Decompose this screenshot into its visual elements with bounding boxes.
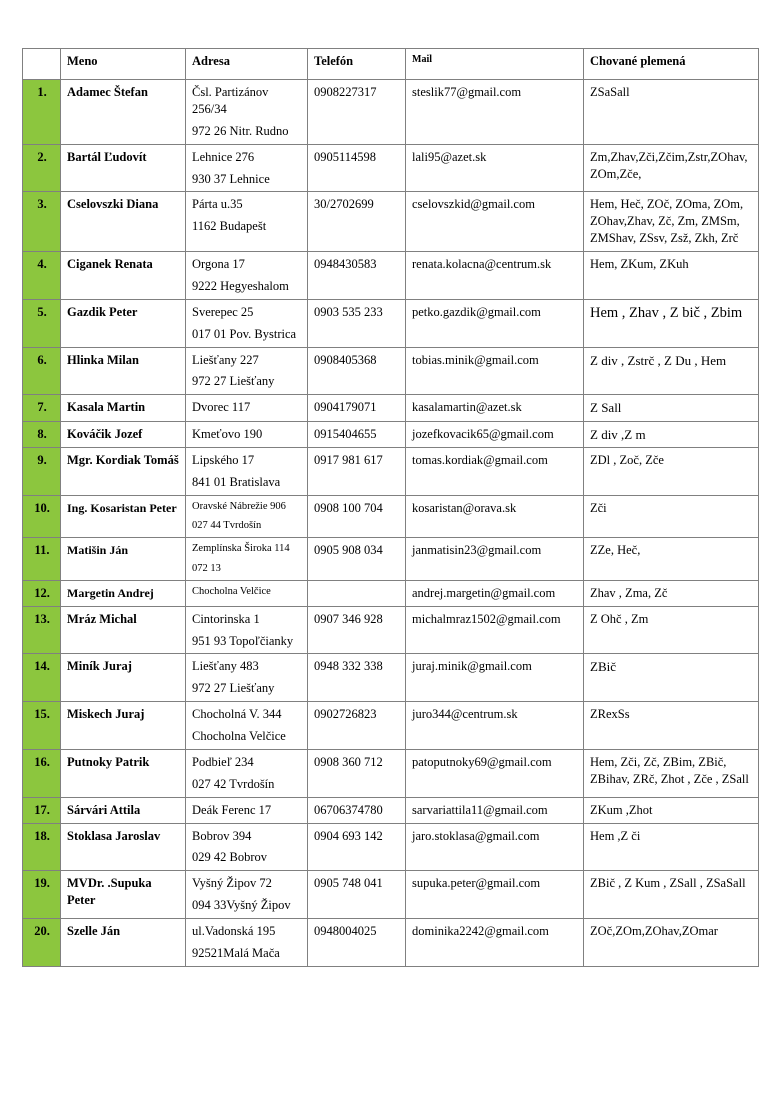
phone-cell: 0904179071: [308, 395, 406, 422]
phone-cell: 0908 100 704: [308, 496, 406, 538]
table-row: [23, 80, 759, 145]
table-row: [23, 144, 759, 192]
address-cell: [186, 606, 308, 654]
table-header-row: [23, 49, 759, 80]
table-row: [23, 496, 759, 538]
breeder-name-cell: Putnoky Patrik: [61, 749, 186, 797]
address-cell: [186, 823, 308, 871]
row-index-cell: 2.: [23, 144, 61, 192]
breeder-name-cell: Sárvári Attila: [61, 797, 186, 823]
breeder-name-cell: Bartál Ľudovít: [61, 144, 186, 192]
phone-cell: 0905114598: [308, 144, 406, 192]
address-line-1: Sverepec 25: [192, 304, 254, 319]
address-line-1: Zemplínska Široka 114: [192, 543, 290, 555]
address-line-2: 017 01 Pov. Bystrica: [192, 326, 297, 341]
breeder-name-cell: Miskech Juraj: [61, 702, 186, 750]
table-row: [23, 606, 759, 654]
email-cell[interactable]: juro344@centrum.sk: [406, 702, 584, 750]
table-row: [23, 919, 759, 967]
breeds-cell: Hem ,Z či: [584, 823, 759, 871]
breeder-name-cell: Cselovszki Diana: [61, 192, 186, 252]
phone-cell: 06706374780: [308, 797, 406, 823]
address-cell: [186, 538, 308, 580]
table-row: [23, 654, 759, 702]
breeder-name-cell: Kováčik Jozef: [61, 421, 186, 448]
address-line-2: 094 33Vyšný Žipov: [192, 898, 291, 913]
address-line-2: 072 13: [192, 562, 221, 574]
email-cell[interactable]: kasalamartin@azet.sk: [406, 395, 584, 422]
breeder-name-cell: Ing. Kosaristan Peter: [61, 496, 186, 538]
phone-cell: 0915404655: [308, 421, 406, 448]
row-index-cell: 11.: [23, 538, 61, 580]
row-index-cell: 16.: [23, 749, 61, 797]
address-line-1: Liešťany 227: [192, 352, 259, 367]
breeds-cell: Zči: [584, 496, 759, 538]
address-line-2: 029 42 Bobrov: [192, 850, 267, 865]
address-line-1: Liešťany 483: [192, 659, 259, 674]
breeds-cell: Hem, Zči, Zč, ZBim, ZBič, ZBihav, ZRč, Zhot , Zče , ZSall: [584, 749, 759, 797]
column-header-index: [23, 49, 61, 80]
column-header-breeds: Chované plemená: [584, 49, 759, 80]
breeds-cell: Hem, ZKum, ZKuh: [584, 252, 759, 300]
address-cell: [186, 580, 308, 606]
address-cell: [186, 80, 308, 145]
email-cell[interactable]: steslik77@gmail.com: [406, 80, 584, 145]
email-cell[interactable]: jaro.stoklasa@gmail.com: [406, 823, 584, 871]
address-line-1: Bobrov 394: [192, 828, 252, 843]
table-body: [23, 80, 759, 967]
breeder-name-cell: Miník Juraj: [61, 654, 186, 702]
address-cell: [186, 347, 308, 395]
row-index-cell: 12.: [23, 580, 61, 606]
address-cell: [186, 299, 308, 347]
address-line-2: 9222 Hegyeshalom: [192, 278, 289, 293]
address-cell: [186, 797, 308, 823]
column-header-name: Meno: [61, 49, 186, 80]
address-line-1: Kmeťovo 190: [192, 426, 263, 441]
email-cell[interactable]: petko.gazdik@gmail.com: [406, 299, 584, 347]
email-cell[interactable]: andrej.margetin@gmail.com: [406, 580, 584, 606]
column-header-mail: Mail: [406, 49, 584, 80]
breeds-cell: ZOč,ZOm,ZOhav,ZOmar: [584, 919, 759, 967]
address-line-1: Orgona 17: [192, 257, 245, 271]
breeds-cell: Z div ,Z m: [584, 421, 759, 448]
phone-cell: 0917 981 617: [308, 448, 406, 496]
email-cell[interactable]: tobias.minik@gmail.com: [406, 347, 584, 395]
address-line-1: Lipského 17: [192, 453, 255, 468]
phone-cell: 30/2702699: [308, 192, 406, 252]
address-cell: [186, 749, 308, 797]
table-row: [23, 871, 759, 919]
row-index-cell: 17.: [23, 797, 61, 823]
column-header-phone: Telefón: [308, 49, 406, 80]
address-cell: [186, 192, 308, 252]
table-header: [23, 49, 759, 80]
phone-cell: [308, 580, 406, 606]
address-line-2: 1162 Budapešt: [192, 219, 267, 234]
email-cell[interactable]: kosaristan@orava.sk: [406, 496, 584, 538]
breeder-name-cell: Margetin Andrej: [61, 580, 186, 606]
table-row: [23, 299, 759, 347]
phone-cell: 0948004025: [308, 919, 406, 967]
email-cell[interactable]: cselovszkid@gmail.com: [406, 192, 584, 252]
breeds-cell: Hem , Zhav , Z bič , Zbim: [584, 299, 759, 347]
address-line-1: Vyšný Žipov 72: [192, 876, 272, 891]
email-cell[interactable]: tomas.kordiak@gmail.com: [406, 448, 584, 496]
breeder-name-cell: Gazdik Peter: [61, 299, 186, 347]
breeds-cell: ZBič: [584, 654, 759, 702]
email-cell[interactable]: michalmraz1502@gmail.com: [406, 606, 584, 654]
table-row: [23, 823, 759, 871]
row-index-cell: 4.: [23, 252, 61, 300]
address-line-1: Chocholna Velčice: [192, 585, 271, 597]
breeds-cell: ZRexSs: [584, 702, 759, 750]
address-line-2: Chocholna Velčice: [192, 729, 286, 744]
address-cell: [186, 144, 308, 192]
breeder-name-cell: Hlinka Milan: [61, 347, 186, 395]
address-cell: [186, 252, 308, 300]
table-row: [23, 580, 759, 606]
address-line-2: 972 27 Liešťany: [192, 374, 275, 389]
phone-cell: 0948430583: [308, 252, 406, 300]
row-index-cell: 18.: [23, 823, 61, 871]
address-cell: [186, 395, 308, 422]
table-row: [23, 749, 759, 797]
address-line-1: Chocholná V. 344: [192, 707, 282, 722]
address-line-1: Dvorec 117: [192, 400, 251, 415]
address-line-2: 951 93 Topoľčianky: [192, 633, 294, 648]
breeds-cell: ZKum ,Zhot: [584, 797, 759, 823]
breeds-cell: Z Sall: [584, 395, 759, 422]
table-row: [23, 347, 759, 395]
breeds-cell: Hem, Heč, ZOč, ZOma, ZOm, ZOhav,Zhav, Zč, Zm, ZMSm, ZMShav, ZSsv, Zsž, Zkh, Zrč: [584, 192, 759, 252]
address-line-1: Párta u.35: [192, 197, 243, 212]
breeder-name-cell: Matišin Ján: [61, 538, 186, 580]
column-header-address: Adresa: [186, 49, 308, 80]
breeds-cell: ZSaSall: [584, 80, 759, 145]
address-line-1: Cintorinska 1: [192, 611, 260, 626]
address-cell: [186, 871, 308, 919]
table-row: [23, 395, 759, 422]
row-index-cell: 7.: [23, 395, 61, 422]
email-cell[interactable]: janmatisin23@gmail.com: [406, 538, 584, 580]
email-cell[interactable]: dominika2242@gmail.com: [406, 919, 584, 967]
address-cell: [186, 702, 308, 750]
breeds-cell: Zm,Zhav,Zči,Zčim,Zstr,ZOhav, ZOm,Zče,: [584, 144, 759, 192]
table-row: [23, 538, 759, 580]
phone-cell: 0905 748 041: [308, 871, 406, 919]
breeds-cell: ZDl , Zoč, Zče: [584, 448, 759, 496]
table-row: [23, 192, 759, 252]
row-index-cell: 19.: [23, 871, 61, 919]
table-row: [23, 797, 759, 823]
email-cell[interactable]: lali95@azet.sk: [406, 144, 584, 192]
address-line-2: 930 37 Lehnice: [192, 171, 270, 186]
row-index-cell: 3.: [23, 192, 61, 252]
address-line-2: 027 42 Tvrdošín: [192, 776, 275, 791]
breeder-name-cell: Adamec Štefan: [61, 80, 186, 145]
address-line-1: Čsl. Partizánov 256/34: [192, 85, 269, 116]
breeds-cell: ZBič , Z Kum , ZSall , ZSaSall: [584, 871, 759, 919]
row-index-cell: 1.: [23, 80, 61, 145]
address-line-1: Podbieľ 234: [192, 754, 254, 769]
breeder-name-cell: Szelle Ján: [61, 919, 186, 967]
row-index-cell: 20.: [23, 919, 61, 967]
table-row: [23, 252, 759, 300]
phone-cell: 0908227317: [308, 80, 406, 145]
row-index-cell: 13.: [23, 606, 61, 654]
breeder-name-cell: MVDr. .Supuka Peter: [61, 871, 186, 919]
email-cell[interactable]: sarvariattila11@gmail.com: [406, 797, 584, 823]
phone-cell: 0905 908 034: [308, 538, 406, 580]
phone-cell: 0908405368: [308, 347, 406, 395]
breeder-name-cell: Mráz Michal: [61, 606, 186, 654]
breeds-cell: Z Ohč , Zm: [584, 606, 759, 654]
address-line-2: 841 01 Bratislava: [192, 475, 281, 490]
address-line-1: ul.Vadonská 195: [192, 924, 276, 939]
breeder-name-cell: Ciganek Renata: [61, 252, 186, 300]
table-row: [23, 702, 759, 750]
breeds-cell: ZZe, Heč,: [584, 538, 759, 580]
address-line-1: Lehnice 276: [192, 149, 255, 164]
breeds-cell: Zhav , Zma, Zč: [584, 580, 759, 606]
row-index-cell: 15.: [23, 702, 61, 750]
email-cell[interactable]: supuka.peter@gmail.com: [406, 871, 584, 919]
address-cell: [186, 448, 308, 496]
row-index-cell: 10.: [23, 496, 61, 538]
breeder-name-cell: Stoklasa Jaroslav: [61, 823, 186, 871]
email-cell[interactable]: jozefkovacik65@gmail.com: [406, 421, 584, 448]
row-index-cell: 5.: [23, 299, 61, 347]
phone-cell: 0907 346 928: [308, 606, 406, 654]
row-index-cell: 6.: [23, 347, 61, 395]
address-cell: [186, 421, 308, 448]
address-line-1: Deák Ferenc 17: [192, 802, 272, 817]
address-cell: [186, 496, 308, 538]
table-row: [23, 421, 759, 448]
address-line-2: 027 44 Tvrdošín: [192, 520, 262, 532]
address-line-2: 972 27 Liešťany: [192, 681, 275, 696]
row-index-cell: 9.: [23, 448, 61, 496]
address-cell: [186, 654, 308, 702]
phone-cell: 0902726823: [308, 702, 406, 750]
breeds-cell: Z div , Zstrč , Z Du , Hem: [584, 347, 759, 395]
email-cell[interactable]: patoputnoky69@gmail.com: [406, 749, 584, 797]
address-line-2: 972 26 Nitr. Rudno: [192, 123, 289, 138]
address-cell: [186, 919, 308, 967]
phone-cell: 0948 332 338: [308, 654, 406, 702]
breeder-name-cell: Kasala Martin: [61, 395, 186, 422]
email-cell[interactable]: juraj.minik@gmail.com: [406, 654, 584, 702]
email-cell[interactable]: renata.kolacna@centrum.sk: [406, 252, 584, 300]
address-line-1: Oravské Nábrežie 906: [192, 501, 286, 513]
phone-cell: 0904 693 142: [308, 823, 406, 871]
table-row: [23, 448, 759, 496]
phone-cell: 0903 535 233: [308, 299, 406, 347]
phone-cell: 0908 360 712: [308, 749, 406, 797]
breeders-contact-table: [22, 48, 759, 967]
breeder-name-cell: Mgr. Kordiak Tomáš: [61, 448, 186, 496]
row-index-cell: 8.: [23, 421, 61, 448]
address-line-2: 92521Malá Mača: [192, 945, 280, 960]
row-index-cell: 14.: [23, 654, 61, 702]
